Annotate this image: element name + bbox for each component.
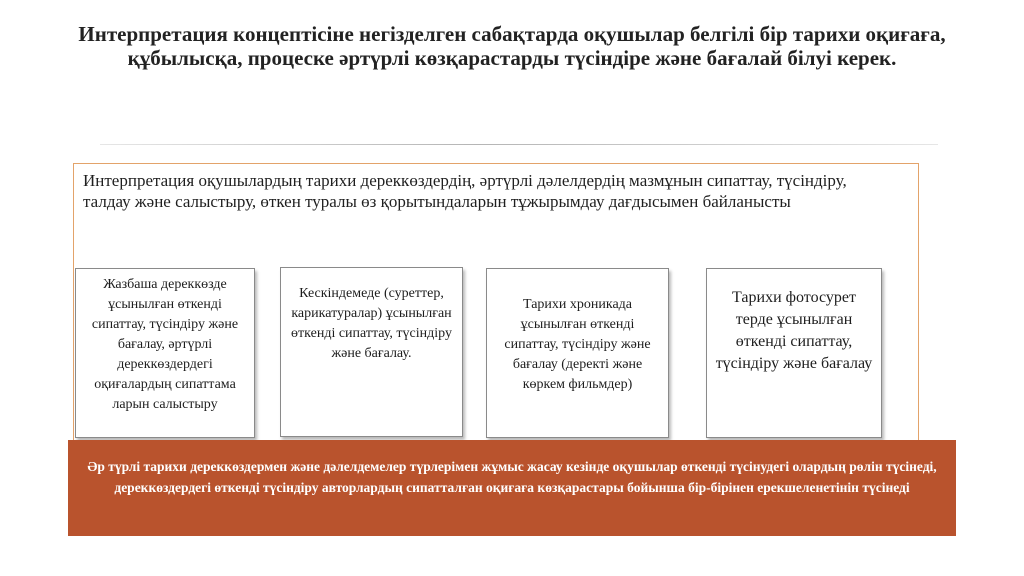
slide-title: Интерпретация концептісіне негізделген сабақтарда оқушылар белгілі бір тарихи оқиғаға, құбылысқа, процеске әртүрлі көзқарастарды түсіндіре және бағалай білуі керек. xyxy=(78,22,946,70)
banner-text: Әр түрлі тарихи дереккөздермен және дәлелдемелер түрлерімен жұмыс жасау кезінде оқушылар өткенді түсінудегі олардың рөлін түсінеді, дереккөздердегі өткенді түсіндіру авторлардың сипатталған оқиғаға көзқарастары бойынша бір-бірінен ерекшеленетінін түсінеді xyxy=(87,459,937,495)
card-paintings: Кескіндемеде (суреттер, карикатуралар) ұсынылған өткенді сипаттау, түсіндіру және бағалау. xyxy=(280,267,463,437)
title-divider xyxy=(100,144,938,145)
card-chronicles: Тарихи хроникада ұсынылған өткенді сипаттау, түсіндіру және бағалау (деректі және көркем фильмдер) xyxy=(486,268,669,438)
frame-description: Интерпретация оқушылардың тарихи дереккөздердің, әртүрлі дәлелдердің мазмұнын сипаттау, түсіндіру, талдау және салыстыру, өткен туралы өз қорытындаларын тұжырымдау дағдысымен байланысты xyxy=(83,171,847,211)
card-written-sources: Жазбаша дереккөзде ұсынылған өткенді сипаттау, түсіндіру және бағалау, әртүрлі дереккөздердегі оқиғалардың сипаттама ларын салыстыру xyxy=(75,268,255,438)
card-photographs: Тарихи фотосурет терде ұсынылған өткенді сипаттау, түсіндіру және бағалау xyxy=(706,268,882,438)
